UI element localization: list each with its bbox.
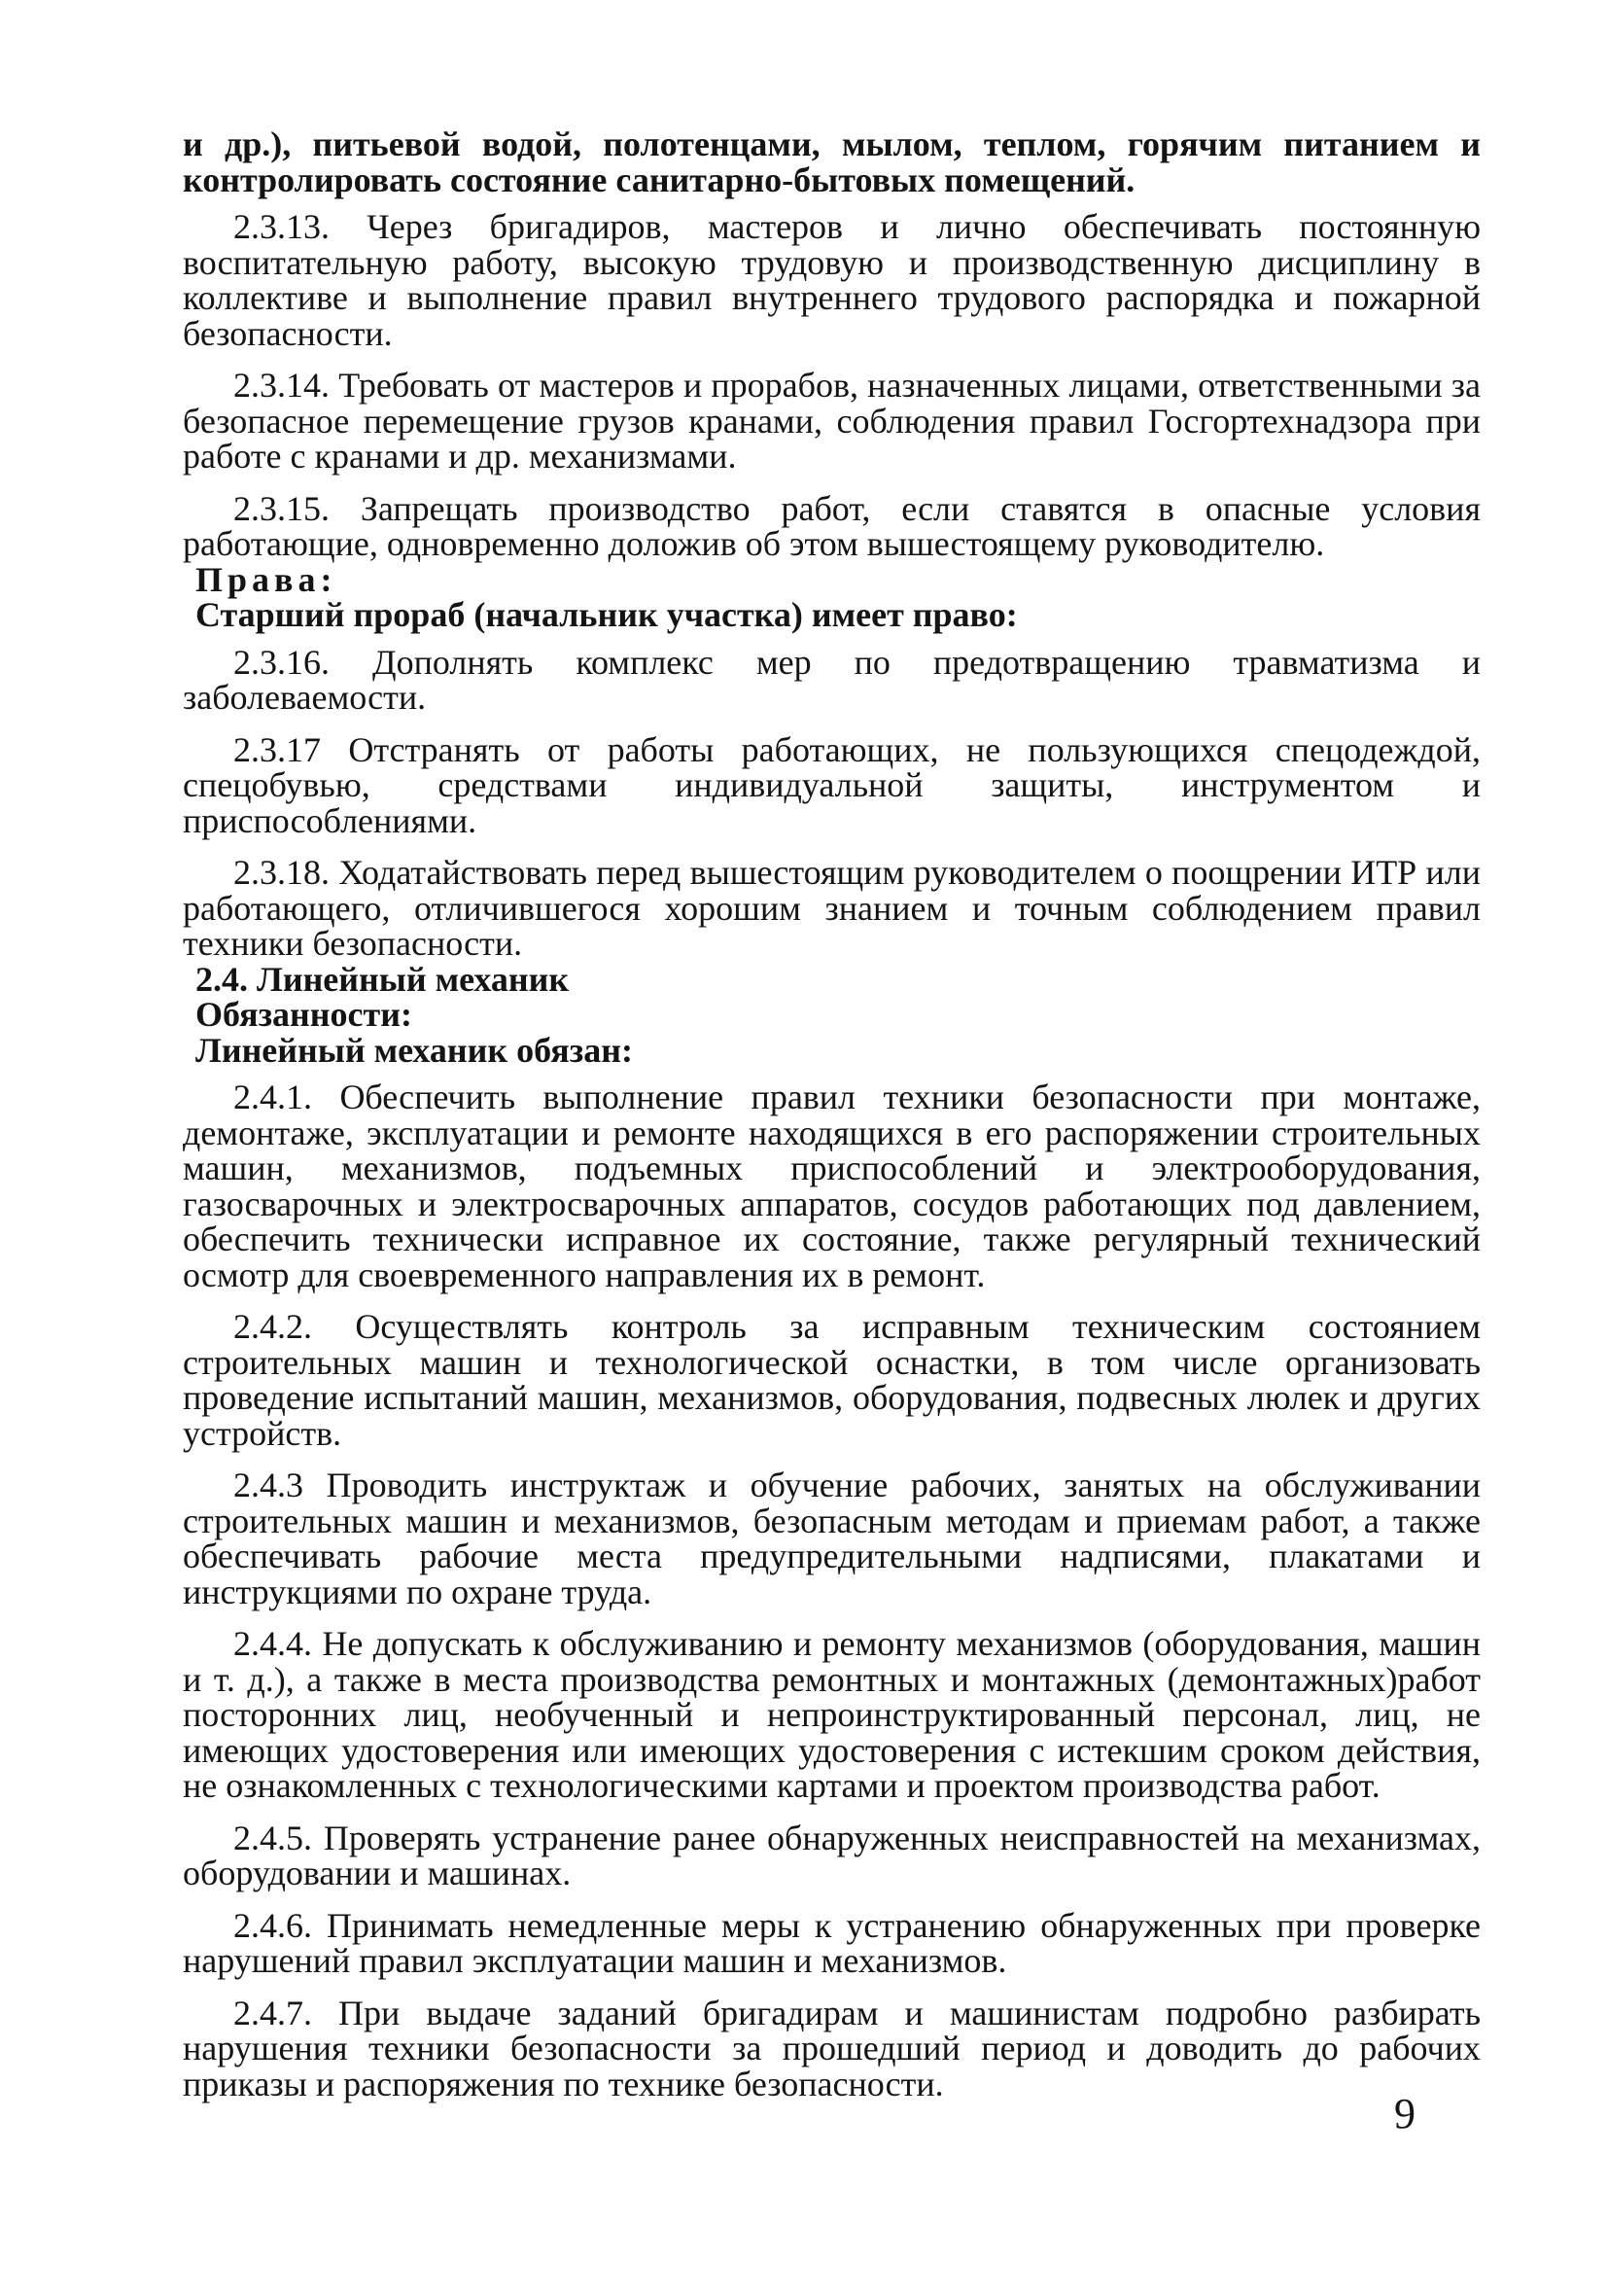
item-text: Не допускать к обслуживанию и ремонту механизмов (оборудования, машин и т. д.), а также в места производства ремонтных и монтажных (демонтажных)работ посторонних лиц, необученный и непроинструктированный персонал, лиц, не имеющих удостоверения или имеющих удостоверения с истекшим сроком действия, не ознакомленных с технологическими картами и проектом производства работ.: [183, 1624, 1481, 1805]
intro-paragraph: и др.), питьевой водой, полотенцами, мылом, теплом, горячим питанием и контролировать состояние санитарно-бытовых помещений.: [183, 124, 1481, 199]
item-2-3-15: [183, 488, 1482, 563]
item-number: 2.4.5.: [233, 1818, 312, 1857]
item-text: Проверять устранение ранее обнаруженных неисправностей на механизмах, оборудовании и машинах.: [183, 1818, 1481, 1892]
section-title: 2.4. Линейный механик: [195, 959, 570, 999]
item-2-4-4: [183, 1626, 1481, 1804]
item-2-4-7: [183, 1993, 1481, 2103]
item-text: Обеспечить выполнение правил техники безопасности при монтаже, демонтаже, эксплуатации и ремонте находящихся в его распоряжении строительных машин, механизмов, подъемных приспособлений и электрооборудования, газосварочных и электросварочных аппаратов, сосудов работающих под давлением, обеспечить технически исправное их состояние, также регулярный технический осмотр для своевременного направления их в ремонт.: [183, 1077, 1481, 1294]
item-2-4-2: [183, 1309, 1481, 1451]
rights-subheading: Старший прораб (начальник участка) имеет право:: [195, 595, 1018, 634]
item-number: 2.4.7.: [233, 1993, 312, 2032]
item-number: 2.4.3: [233, 1466, 303, 1504]
page-number: 9: [1394, 2090, 1416, 2137]
duties-heading: Обязанности:: [195, 995, 412, 1034]
item-2-3-17: [183, 729, 1481, 840]
item-text: Требовать от мастеров и прорабов, назначенных лицами, ответственными за безопасное перемещение грузов кранами, соблюдения правил Госгортехнадзора при работе с кранами и др. механизмами.: [183, 366, 1482, 476]
item-number: 2.3.16.: [233, 642, 330, 682]
item-number: 2.4.2.: [233, 1307, 312, 1346]
item-number: 2.3.14.: [233, 366, 330, 405]
item-2-3-13: [183, 209, 1481, 351]
item-text: Через бригадиров, мастеров и лично обеспечивать постоянную воспитательную работу, высокую трудовую и производственную дисциплину в коллективе и выполнение правил внутреннего трудового распорядка и пожарной безопасности.: [183, 207, 1481, 353]
item-number: 2.4.1.: [233, 1077, 312, 1116]
document-page: [183, 126, 1481, 2102]
item-2-3-18: [183, 855, 1481, 962]
duties-subheading: Линейный механик обязан:: [195, 1030, 633, 1070]
item-2-4-3: [183, 1467, 1481, 1609]
item-number: 2.3.18.: [233, 853, 330, 892]
item-number: 2.3.17: [233, 729, 321, 769]
rights-heading: Права:: [195, 559, 337, 599]
item-text: Дополнять комплекс мер по предотвращению травматизма и заболеваемости.: [183, 642, 1481, 717]
item-text: Осуществлять контроль за исправным техническим состоянием строительных машин и технологической оснастки, в том числе организовать проведение испытаний машин, механизмов, оборудования, подвесных люлек и других устройств.: [183, 1307, 1481, 1453]
item-text: Принимать немедленные меры к устранению обнаруженных при проверке нарушений правил эксплуатации машин и механизмов.: [183, 1905, 1482, 1980]
item-number: 2.3.15.: [233, 488, 330, 528]
item-text: Отстранять от работы работающих, не пользующихся спецодеждой, спецобувью, средствами индивидуальной защиты, инструментом и приспособлениями.: [183, 729, 1481, 840]
item-number: 2.4.4.: [233, 1624, 312, 1663]
item-text: При выдаче заданий бригадирам и машинистам подробно разбирать нарушения техники безопасности за прошедший период и доводить до рабочих приказы и распоряжения по технике безопасности.: [183, 1993, 1481, 2103]
item-text: Проводить инструктаж и обучение рабочих, занятых на обслуживании строительных машин и механизмов, безопасным методам и приемам работ, а также обеспечивать рабочие места предупредительными надписями, плакатами и инструкциями по охране труда.: [183, 1466, 1482, 1611]
item-2-4-1: [183, 1079, 1481, 1292]
item-2-4-5: [183, 1820, 1481, 1891]
item-2-3-14: [183, 368, 1481, 475]
item-2-4-6: [183, 1905, 1482, 1980]
item-text: Запрещать производство работ, если ставятся в опасные условия работающие, одновременно доложив об этом вышестоящему руководителю.: [183, 488, 1482, 563]
item-number: 2.4.6.: [233, 1905, 312, 1945]
item-2-3-16: [183, 642, 1481, 717]
item-text: Ходатайствовать перед вышестоящим руководителем о поощрении ИТР или работающего, отличившегося хорошим знанием и точным соблюдением правил техники безопасности.: [183, 853, 1481, 963]
item-number: 2.3.13.: [233, 207, 330, 246]
